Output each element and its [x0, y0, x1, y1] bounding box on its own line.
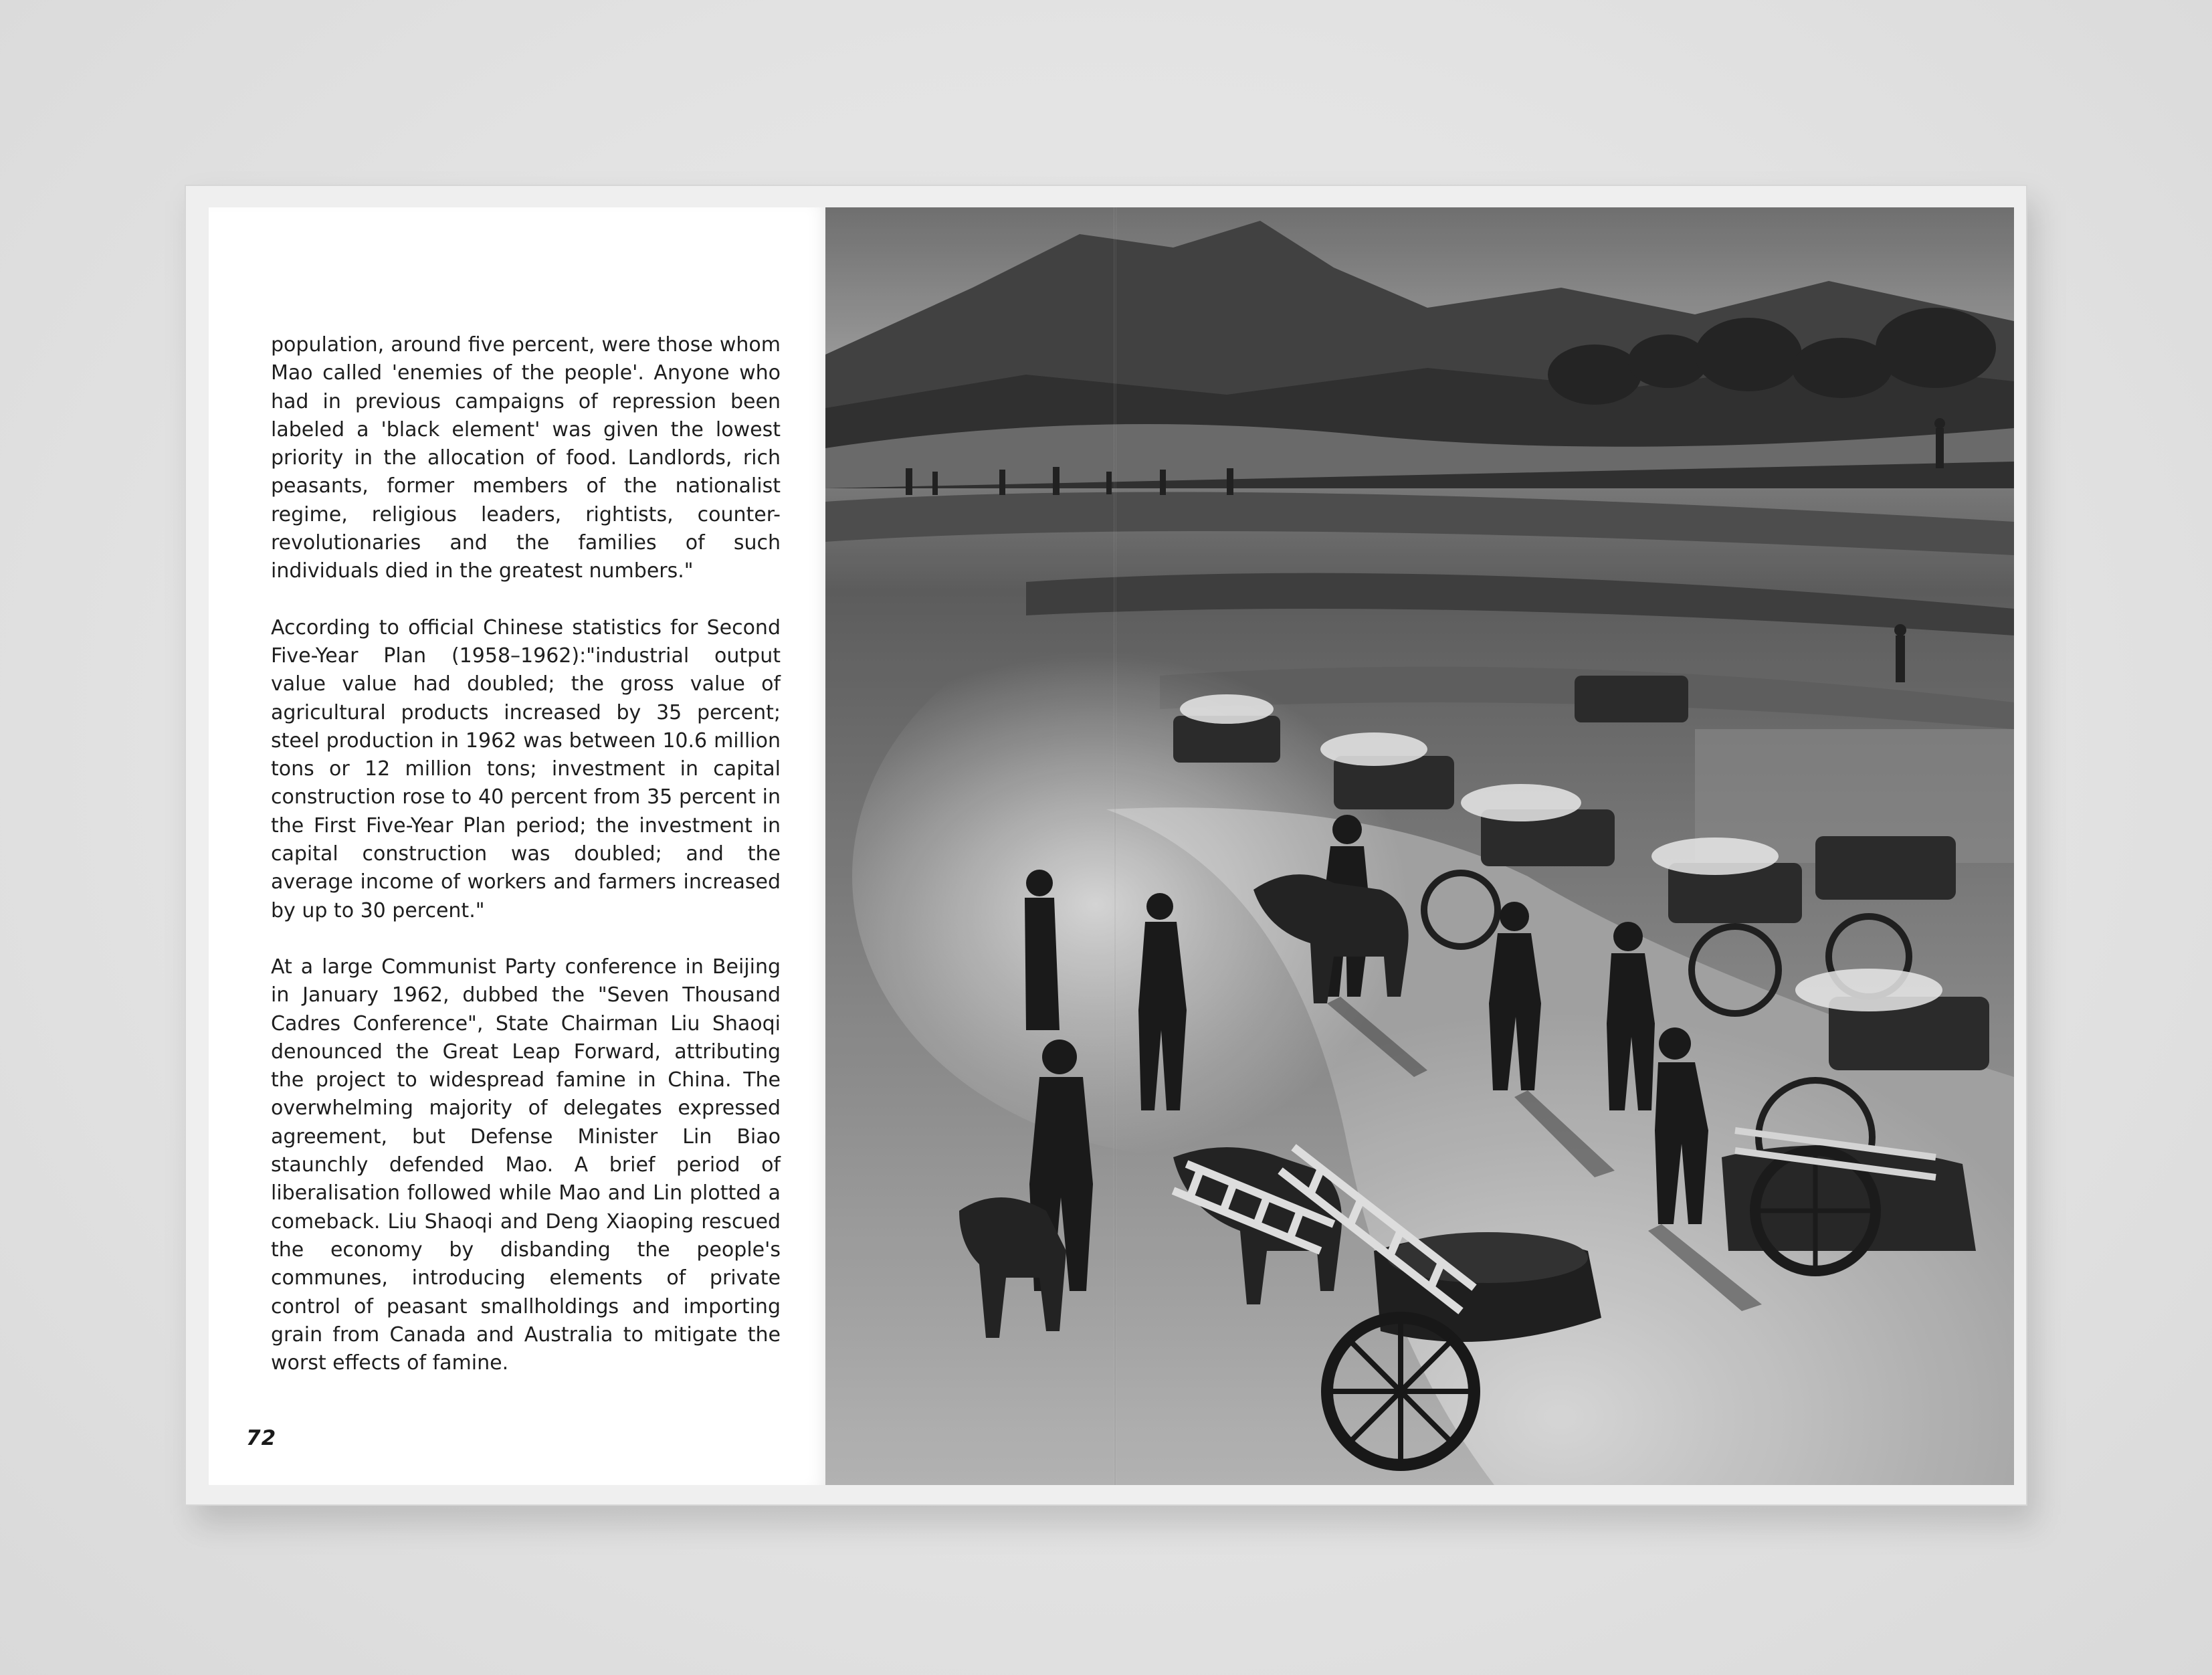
ox-cart-caravan-photo	[825, 207, 2014, 1485]
photo-fold-line	[1114, 207, 1116, 1485]
historical-photo	[825, 207, 2014, 1485]
paragraph-3: At a large Communist Party conference in Beijing in January 1962, dubbed the "Seven Thousand Cadres Conference", State Chairman Liu Shaoqi denounced the Great Leap Forward, attributing the project to widespread famine in China. The overwhelming majority of delegates expressed agreement, but Defense Minister Lin Biao staunchly defended Mao. A brief period of liberalisation followed while Mao and Lin plotted a comeback. Liu Shaoqi and Deng Xiaoping rescued the economy by disbanding the people's communes, introducing elements of private control of peasant smallholdings and importing grain from Canada and Australia to mitigate the worst effects of famine.	[271, 955, 781, 1375]
paragraph-2: According to official Chinese statistics for Second Five-Year Plan (1958–1962):"industrial output value value had doubled; the gross value of agricultural products increased by 35 percent; steel production in 1962 was between 10.6 million tons or 12 million tons; investment in capital construction rose to 40 percent from 35 percent in the First Five-Year Plan period; the investment in capital construction was doubled; and the average income of workers and farmers increased by up to 30 percent."	[271, 615, 781, 922]
page-number: 72	[246, 1426, 277, 1450]
paragraph-1: population, around five percent, were those whom Mao called 'enemies of the people'. Anyone who had in previous campaigns of repression been labeled a 'black element' was given the lowest priority in the allocation of food. Landlords, rich peasants, former members of the nationalist regime, religious leaders, rightists, counter-revolutionaries and the families of such individuals died in the greatest numbers."	[271, 333, 781, 583]
left-page	[209, 207, 825, 1485]
body-text	[271, 331, 781, 1405]
